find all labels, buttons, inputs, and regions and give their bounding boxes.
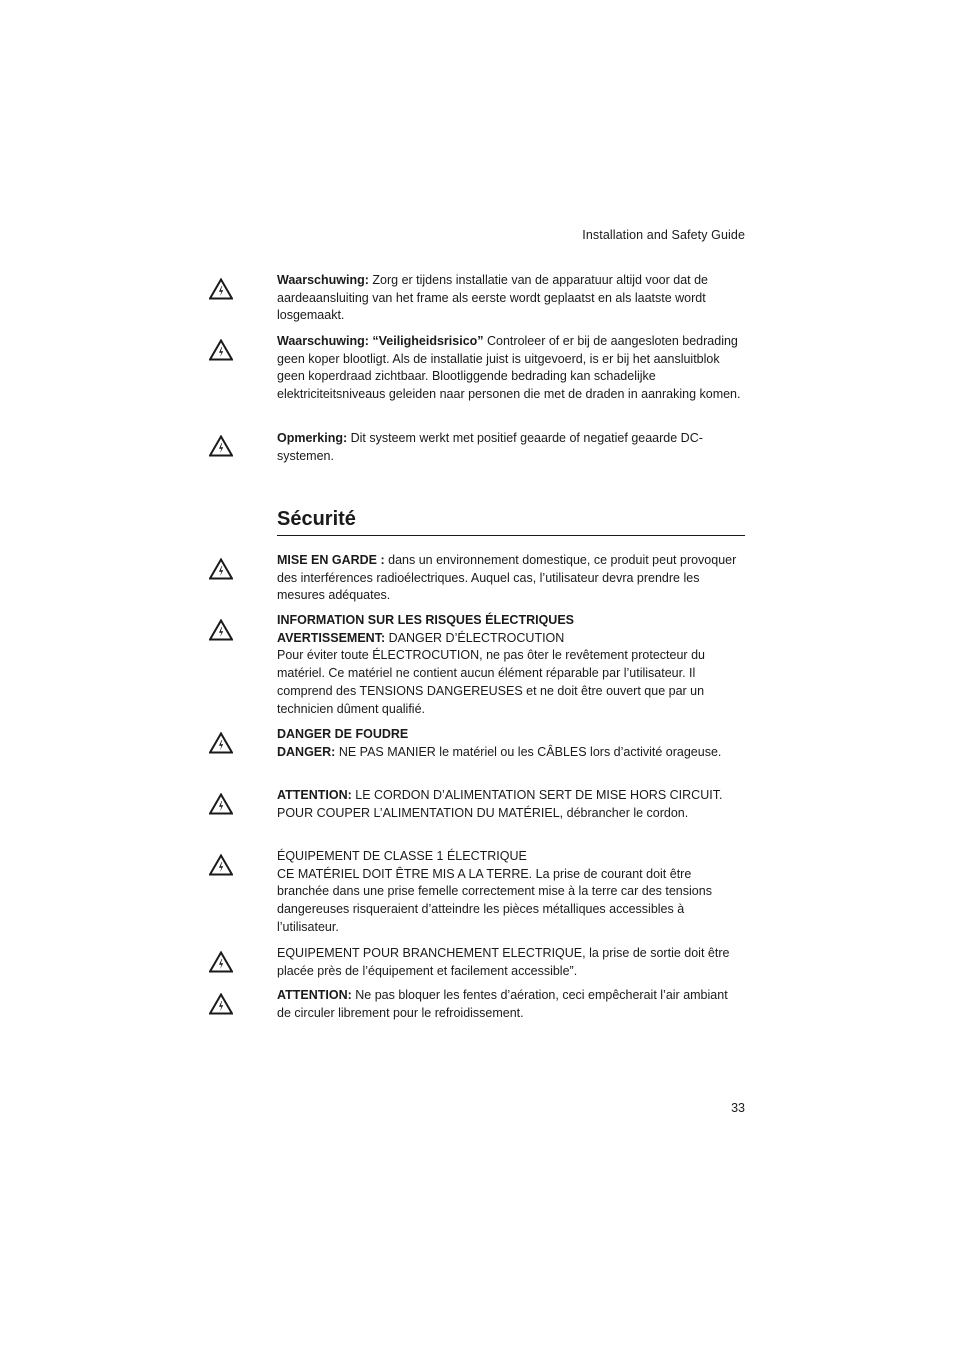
mise-en-garde (277, 552, 745, 605)
information-risques-title: INFORMATION SUR LES RISQUES ÉLECTRIQUES (277, 613, 575, 627)
branchement-text: EQUIPEMENT POUR BRANCHEMENT ELECTRIQUE, la prise de sortie doit être placée près de l’équipement et facilement accessible”. (277, 946, 730, 978)
information-risques (277, 612, 745, 718)
danger-foudre (277, 726, 745, 761)
classe-1-title: ÉQUIPEMENT DE CLASSE 1 ÉLECTRIQUE (277, 849, 527, 863)
warning-text: Controleer of er bij de aangesloten bedrading geen koper blootligt. Als de installatie juist is uitgevoerd, is er bij het aansluitblok geen koperdraad zichtbaar. Blootliggende bedrading kan schadelijke elektriciteitsniveaus geleiden naar personen die met de draden in aanraking komen. (277, 334, 741, 402)
avertissement-subtitle: DANGER D’ÉLECTROCUTION (385, 630, 565, 645)
equipement-branchement (277, 945, 745, 980)
running-header: Installation and Safety Guide (582, 228, 745, 242)
warning-icon (209, 793, 233, 815)
warning-icon (209, 993, 233, 1015)
danger-foudre-title: DANGER DE FOUDRE (277, 727, 409, 741)
note-label: Opmerking: (277, 431, 348, 445)
warning-earth-connection (277, 272, 745, 325)
warning-icon (209, 732, 233, 754)
attention-label: ATTENTION: (277, 788, 352, 802)
attention-text: Ne pas bloquer les fentes d’aération, ceci empêcherait l’air ambiant de circuler librement pour le refroidissement. (277, 988, 728, 1020)
danger-label: DANGER: (277, 744, 336, 759)
warning-icon (209, 951, 233, 973)
warning-safety-risk (277, 333, 745, 404)
warning-label: Waarschuwing: “Veiligheidsrisico” (277, 334, 484, 348)
attention-cordon (277, 787, 745, 822)
attention-aeration (277, 987, 745, 1022)
information-risques-text: Pour éviter toute ÉLECTROCUTION, ne pas ôter le revêtement protecteur du matériel. Ce matériel ne contient aucun élément réparable par l’utilisateur. Il comprend des TENSIONS DANGEREUSES et ne doit être ouvert que par un technicien dûment qualifié. (277, 648, 705, 716)
note-dc-systems (277, 430, 745, 465)
equipement-classe-1 (277, 848, 745, 937)
warning-icon (209, 558, 233, 580)
warning-label: Waarschuwing: (277, 273, 369, 287)
classe-1-text: CE MATÉRIEL DOIT ÊTRE MIS A LA TERRE. La prise de courant doit être branchée dans une prise femelle correctement mise à la terre car des tensions dangereuses risqueraient d’atteindre les pièces métalliques accessibles à l’utilisateur. (277, 866, 712, 934)
danger-text: NE PAS MANIER le matériel ou les CÂBLES lors d’activité orageuse. (335, 744, 722, 759)
avertissement-label: AVERTISSEMENT: (277, 630, 386, 645)
warning-icon (209, 854, 233, 876)
mise-en-garde-label: MISE EN GARDE : (277, 553, 385, 567)
attention-label: ATTENTION: (277, 988, 352, 1002)
warning-icon (209, 278, 233, 300)
warning-text: Zorg er tijdens installatie van de apparatuur altijd voor dat de aardeaansluiting van het frame als eerste wordt geplaatst en als laatste wordt losgemaakt. (277, 273, 709, 323)
attention-text: LE CORDON D’ALIMENTATION SERT DE MISE HORS CIRCUIT. POUR COUPER L’ALIMENTATION DU MATÉRIEL, débrancher le cordon. (277, 788, 723, 820)
page-number: 33 (731, 1101, 745, 1115)
note-text: Dit systeem werkt met positief geaarde of negatief geaarde DC-systemen. (277, 431, 703, 463)
warning-icon (209, 619, 233, 641)
mise-en-garde-text: dans un environnement domestique, ce produit peut provoquer des interférences radioélectriques. Auquel cas, l’utilisateur devra prendre les mesures adéquates. (277, 553, 737, 603)
warning-icon (209, 339, 233, 361)
section-heading: Sécurité (277, 508, 745, 536)
warning-icon (209, 435, 233, 457)
